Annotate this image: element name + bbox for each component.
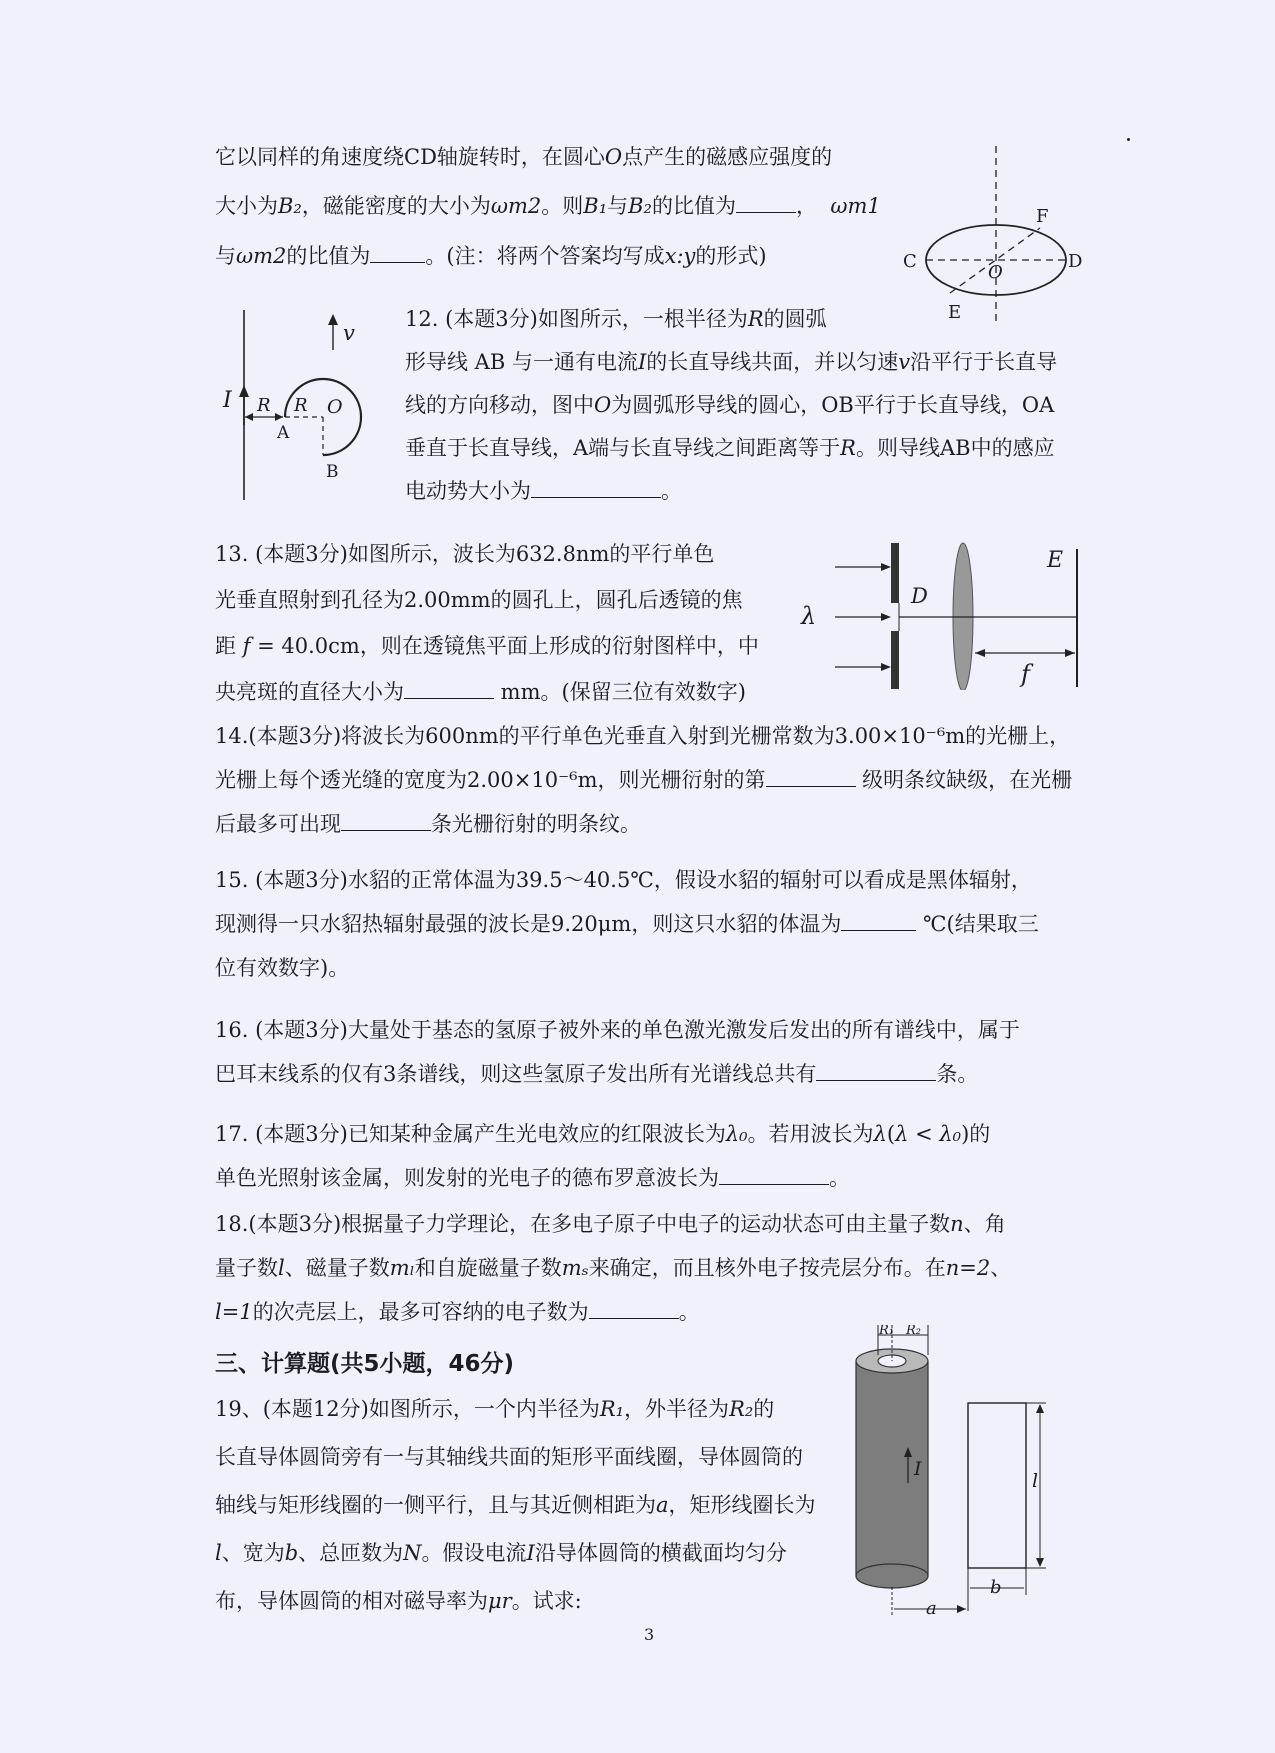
q12-line3: 线的方向移动，图中O为圆弧形导线的圆心，OB平行于长直导线，OA bbox=[405, 393, 1055, 417]
q18-line2: 量子数l、磁量子数mₗ和自旋磁量子数mₛ来确定，而且核外电子按壳层分布。在n=2、 bbox=[215, 1256, 1012, 1280]
label-C: C bbox=[903, 251, 917, 272]
label-lambda: λ bbox=[801, 602, 817, 630]
section-heading: 三、计算题(共5小题，46分) bbox=[215, 1351, 515, 1377]
label-b: b bbox=[990, 1577, 1002, 1598]
label-D: D bbox=[911, 584, 928, 608]
rectangular-loop bbox=[968, 1403, 1026, 1568]
q13-line4: 央亮斑的直径大小为 mm。(保留三位有效数字) bbox=[215, 680, 746, 704]
label-A: A bbox=[277, 423, 290, 443]
label-a: a bbox=[926, 1598, 937, 1615]
q11-line2: 大小为B₂，磁能密度的大小为ωm2。则B₁与B₂的比值为 ， ωm1 bbox=[215, 194, 881, 218]
answer-blank bbox=[719, 1164, 829, 1185]
q17-line1: 17. (本题3分)已知某种金属产生光电效应的红限波长为λ₀。若用波长为λ(λ < λ₀)的 bbox=[215, 1122, 991, 1146]
label-B: B bbox=[326, 462, 339, 482]
answer-blank bbox=[816, 1060, 936, 1081]
q17-line2: 单色光照射该金属，则发射的光电子的德布罗意波长为 。 bbox=[215, 1166, 850, 1190]
f-arrow-left bbox=[975, 649, 985, 657]
label-I: I bbox=[914, 1458, 922, 1480]
velocity-arrowhead bbox=[328, 314, 338, 325]
aperture-upper bbox=[891, 543, 899, 603]
answer-blank bbox=[766, 766, 856, 787]
answer-blank bbox=[370, 242, 425, 263]
ray-2-head bbox=[881, 613, 891, 621]
label-R-right: R bbox=[294, 395, 308, 416]
q15-line1: 15. (本题3分)水貂的正常体温为39.5～40.5℃，假设水貂的辐射可以看成是黑体辐射， bbox=[215, 868, 1032, 892]
q19-line5: 布，导体圆筒的相对磁导率为μr。试求: bbox=[215, 1589, 582, 1613]
label-E: E bbox=[948, 302, 962, 323]
q12-line5: 电动势大小为 。 bbox=[405, 479, 682, 503]
answer-blank bbox=[531, 477, 661, 498]
label-R2: R₂ bbox=[906, 1325, 921, 1338]
q12-line2: 形导线 AB 与一通有电流I的长直导线共面，并以匀速v沿平行于长直导 bbox=[405, 350, 1058, 374]
answer-blank bbox=[589, 1298, 679, 1319]
q15-line3: 位有效数字)。 bbox=[215, 956, 350, 980]
page-number: 3 bbox=[644, 1625, 655, 1644]
f-arrow-right bbox=[1065, 649, 1075, 657]
scan-speck bbox=[1127, 138, 1130, 141]
q13-line3: 距 f = 40.0cm，则在透镜焦平面上形成的衍射图样中，中 bbox=[215, 634, 759, 658]
q19-line3: 轴线与矩形线圈的一侧平行，且与其近侧相距为a，矩形线圈长为 bbox=[215, 1493, 816, 1517]
label-D: D bbox=[1068, 251, 1083, 272]
l-arrow-top bbox=[1036, 1404, 1044, 1413]
q14-line2: 光栅上每个透光缝的宽度为2.00×10⁻⁶m，则光栅衍射的第 级明条纹缺级，在光栅 bbox=[215, 768, 1073, 792]
q12-line1: 12. (本题3分)如图所示，一根半径为R的圆弧 bbox=[405, 307, 827, 331]
ray-1-head bbox=[881, 563, 891, 571]
ray-3-head bbox=[881, 663, 891, 671]
q14-line3: 后最多可出现 条光栅衍射的明条纹。 bbox=[215, 812, 641, 836]
aperture-lower bbox=[891, 631, 899, 689]
label-F: F bbox=[1036, 206, 1049, 227]
arrowhead-right bbox=[275, 413, 283, 421]
arrowhead-left bbox=[245, 413, 253, 421]
q18-line3: l=1的次壳层上，最多可容纳的电子数为 。 bbox=[215, 1300, 700, 1324]
q11-line1: 它以同样的角速度绕CD轴旋转时，在圆心O点产生的磁感应强度的 bbox=[215, 145, 833, 169]
label-E: E bbox=[1047, 548, 1064, 573]
current-arrowhead bbox=[239, 385, 249, 397]
q13-line1: 13. (本题3分)如图所示，波长为632.8nm的平行单色 bbox=[215, 542, 715, 566]
label-O: O bbox=[327, 396, 343, 418]
q14-line1: 14.(本题3分)将波长为600nm的平行单色光垂直入射到光栅常数为3.00×10⁻⁶m的光栅上， bbox=[215, 724, 1071, 748]
answer-blank bbox=[404, 678, 494, 699]
label-R-left: R bbox=[257, 395, 271, 416]
q12-figure bbox=[215, 305, 395, 505]
label-v: v bbox=[343, 321, 355, 345]
q13-line2: 光垂直照射到孔径为2.00mm的圆孔上，圆孔后透镜的焦 bbox=[215, 588, 743, 612]
q16-line1: 16. (本题3分)大量处于基态的氢原子被外来的单色激光激发后发出的所有谱线中，属于 bbox=[215, 1018, 1020, 1042]
label-I: I bbox=[223, 388, 232, 413]
q18-line1: 18.(本题3分)根据量子力学理论，在多电子原子中电子的运动状态可由主量子数n、角 bbox=[215, 1212, 1006, 1236]
q15-line2: 现测得一只水貂热辐射最强的波长是9.20μm，则这只水貂的体温为 ℃(结果取三 bbox=[215, 912, 1039, 936]
q12-line4: 垂直于长直导线，A端与长直导线之间距离等于R。则导线AB中的感应 bbox=[405, 436, 1055, 460]
label-f: f bbox=[1021, 660, 1030, 688]
q11-figure bbox=[890, 140, 1090, 330]
label-l: l bbox=[1032, 1470, 1039, 1492]
q19-line1: 19、(本题12分)如图所示，一个内半径为R₁，外半径为R₂的 bbox=[215, 1397, 775, 1421]
q11-line3: 与ωm2的比值为 。(注：将两个答案均写成x:y的形式) bbox=[215, 244, 767, 268]
label-O: O bbox=[988, 262, 1003, 283]
label-R1: R₁ bbox=[879, 1325, 894, 1338]
a-arrow bbox=[957, 1605, 966, 1613]
q16-line2: 巴耳末线系的仅有3条谱线，则这些氢原子发出所有光谱线总共有 条。 bbox=[215, 1062, 979, 1086]
q19-line4: l、宽为b、总匝数为N。假设电流I沿导体圆筒的横截面均匀分 bbox=[215, 1541, 787, 1565]
answer-blank bbox=[736, 192, 796, 213]
q19-figure bbox=[850, 1325, 1090, 1615]
q13-figure bbox=[795, 535, 1095, 690]
answer-blank bbox=[841, 910, 916, 931]
cylinder-bottom bbox=[856, 1564, 928, 1588]
l-arrow-bottom bbox=[1036, 1558, 1044, 1567]
q19-line2: 长直导体圆筒旁有一与其轴线共面的矩形平面线圈，导体圆筒的 bbox=[215, 1445, 803, 1469]
answer-blank bbox=[341, 810, 431, 831]
